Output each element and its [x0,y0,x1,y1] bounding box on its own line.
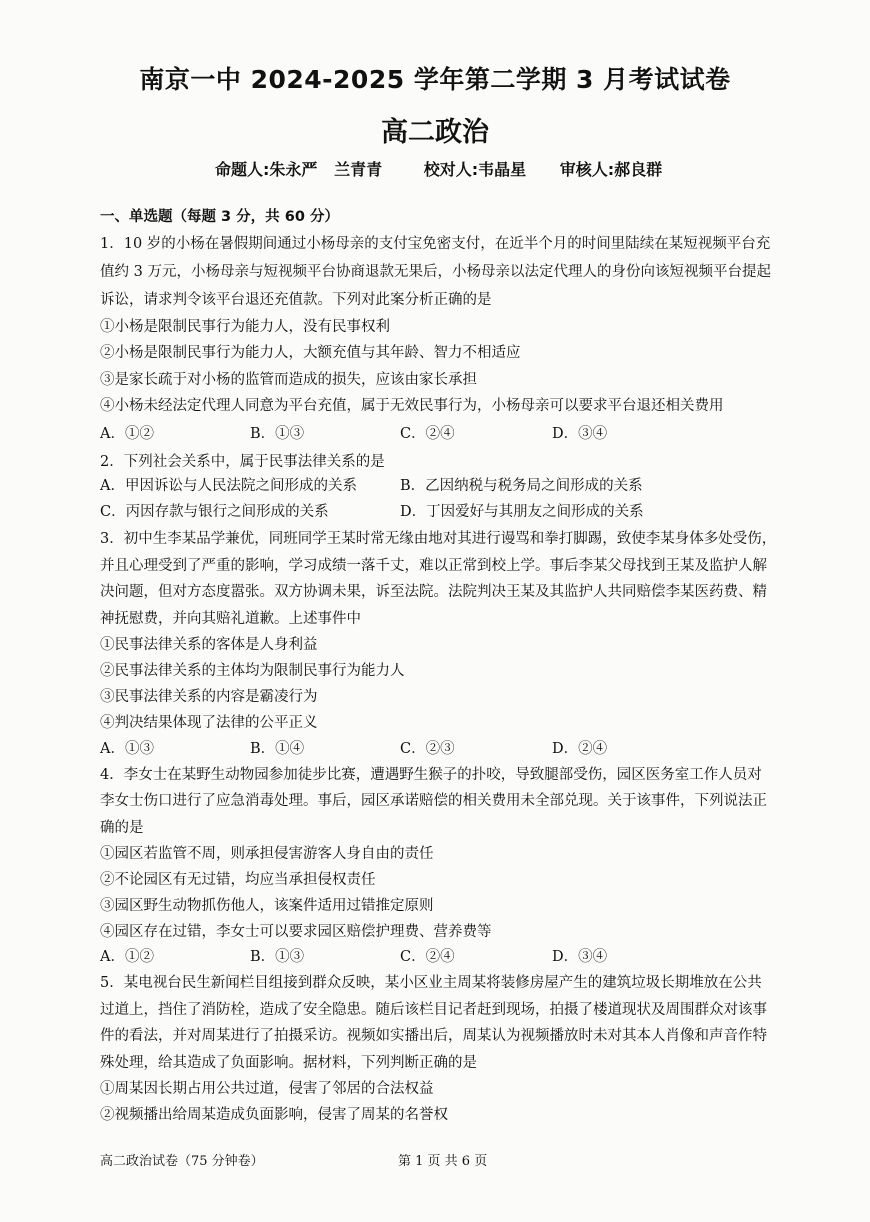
q1-option-d: D．③④ [552,426,608,442]
q4-line: 确的是 [100,820,144,836]
q4-option-b: B．①③ [250,949,305,965]
checker-label: 校对人:韦晶星 [423,160,527,179]
footer-paper-name: 高二政治试卷（75 分钟卷） [100,1154,264,1169]
reviewer-label: 审核人:郝良群 [559,160,663,179]
q3-line: 3．初中生李某品学兼优，同班同学王某时常无缘由地对其进行谩骂和拳打脚踢，致使李某身体多处受伤， [100,531,777,547]
q3-statement: ①民事法律关系的客体是人身利益 [100,637,318,653]
q1-statement: ②小杨是限制民事行为能力人，大额充值与其年龄、智力不相适应 [100,345,521,361]
q4-statement: ①园区若监管不周，则承担侵害游客人身自由的责任 [100,846,434,862]
q4-option-c: C．②④ [400,949,455,965]
staff-line [215,157,662,180]
q1-statement: ④小杨未经法定代理人同意为平台充值，属于无效民事行为，小杨母亲可以要求平台退还相关费用 [100,398,724,414]
q3-statement: ②民事法律关系的主体均为限制民事行为能力人 [100,663,405,679]
q3-statement: ③民事法律关系的内容是霸凌行为 [100,689,318,705]
q1-line: 值约 3 万元，小杨母亲与短视频平台协商退款无果后，小杨母亲以法定代理人的身份向该短视频平台提起 [100,264,771,280]
q4-statement: ④园区存在过错，李女士可以要求园区赔偿护理费、营养费等 [100,924,492,940]
q5-statement: ①周某因长期占用公共过道，侵害了邻居的合法权益 [100,1081,434,1097]
q3-line: 决问题，但对方态度嚣张。双方协调未果，诉至法院。法院判决王某及其监护人共同赔偿李某医药费、精 [100,584,767,600]
q2-option-d: D．丁因爱好与其朋友之间形成的关系 [400,504,644,520]
subject-title: 高二政治 [381,117,489,148]
q1-option-c: C．②④ [400,426,455,442]
q4-line: 4．李女士在某野生动物园参加徒步比赛，遭遇野生猴子的扑咬，导致腿部受伤，园区医务室工作人员对 [100,767,762,783]
q3-option-b: B．①④ [250,741,305,757]
section-title: 一、单选题（每题 3 分，共 60 分） [100,209,339,225]
q3-option-d: D．②④ [552,741,608,757]
q1-line: 1．10 岁的小杨在暑假期间通过小杨母亲的支付宝免密支付，在近半个月的时间里陆续在某短视频平台充 [100,236,771,252]
q2-option-c: C．丙因存款与银行之间形成的关系 [100,504,329,520]
q4-option-a: A．①② [100,949,154,965]
q3-line: 神抚慰费，并向其赔礼道歉。上述事件中 [100,611,361,627]
q2-option-b: B．乙因纳税与税务局之间形成的关系 [400,478,643,494]
q1-statement: ③是家长疏于对小杨的监管而造成的损失，应该由家长承担 [100,372,477,388]
q1-statement: ①小杨是限制民事行为能力人，没有民事权利 [100,319,390,335]
exam-title: 南京一中 2024-2025 学年第二学期 3 月考试试卷 [139,65,731,94]
q4-statement: ③园区野生动物抓伤他人，该案件适用过错推定原则 [100,898,434,914]
q3-option-a: A．①③ [100,741,154,757]
q5-statement: ②视频播出给周某造成负面影响，侵害了周某的名誉权 [100,1107,448,1123]
footer-page-number: 第 1 页 共 6 页 [398,1154,488,1169]
q2-option-a: A．甲因诉讼与人民法院之间形成的关系 [100,478,357,494]
q2-stem: 2．下列社会关系中，属于民事法律关系的是 [100,454,385,470]
q5-line: 件的看法，并对周某进行了拍摄采访。视频如实播出后，周某认为视频播放时未对其本人肖像和声音作特 [100,1028,767,1044]
q4-option-d: D．③④ [552,949,608,965]
q4-statement: ②不论园区有无过错，均应当承担侵权责任 [100,872,376,888]
q4-line: 李女士伤口进行了应急消毒处理。事后，园区承诺赔偿的相关费用未全部兑现。关于该事件，下列说法正 [100,793,767,809]
q5-line: 殊处理，给其造成了负面影响。据材料，下列判断正确的是 [100,1055,477,1071]
q1-option-b: B．①③ [250,426,305,442]
q3-option-c: C．②③ [400,741,455,757]
q5-line: 5．某电视台民生新闻栏目组接到群众反映，某小区业主周某将装修房屋产生的建筑垃圾长期堆放在公共 [100,975,762,991]
q1-line: 诉讼，请求判令该平台退还充值款。下列对此案分析正确的是 [100,292,492,308]
q3-line: 并且心理受到了严重的影响，学习成绩一落千丈，难以正常到校上学。事后李某父母找到王某及监护人解 [100,558,767,574]
q1-option-a: A．①② [100,426,154,442]
q3-statement: ④判决结果体现了法律的公平正义 [100,715,318,731]
q5-line: 过道上，挡住了消防栓，造成了安全隐患。随后该栏目记者赶到现场，拍摄了楼道现状及周围群众对该事 [100,1002,767,1018]
author-label: 命题人:朱永严 兰青青 [215,160,383,179]
